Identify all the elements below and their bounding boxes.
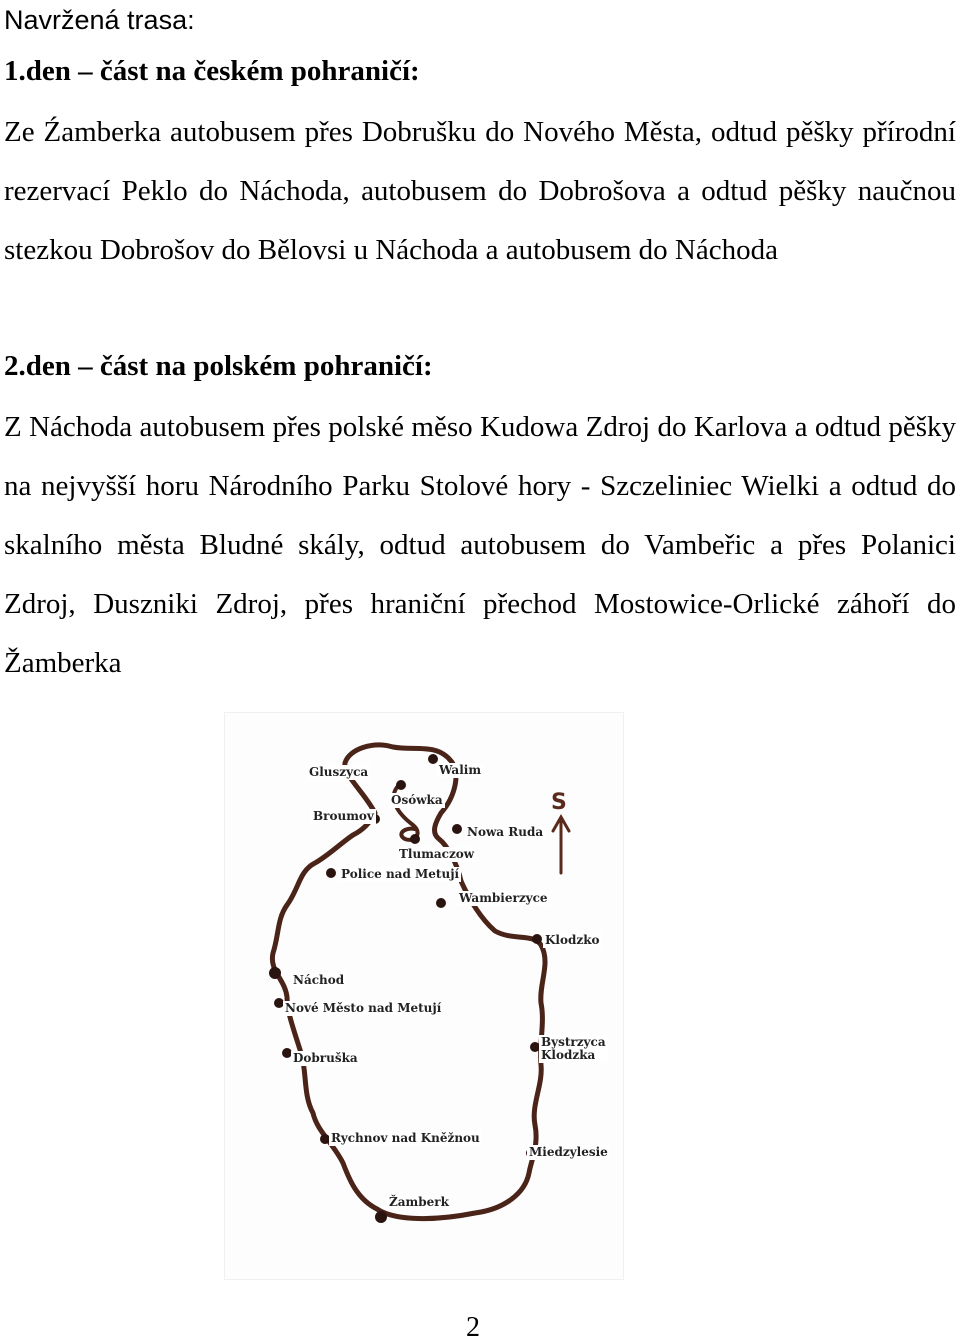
day1-paragraph: Ze Źamberka autobusem přes Dobrušku do Nového Města, odtud pěšky přírodní rezervací Peklo do Náchoda, autobusem do Dobrošova a odtud pěšky naučnou stezkou Dobrošov do Bělovsi u Náchoda a autobusem do Náchoda bbox=[4, 116, 956, 266]
dot-police bbox=[326, 868, 336, 878]
dot-nachod bbox=[269, 967, 281, 979]
dot-wambierzyce bbox=[436, 898, 446, 908]
label-nowa-ruda: Nowa Ruda bbox=[467, 825, 544, 839]
label-broumov: Broumov bbox=[313, 809, 374, 823]
page-number: 2 bbox=[466, 1312, 480, 1343]
label-osowka: Osówka bbox=[391, 793, 443, 807]
label-nove-mesto: Nové Město nad Metují bbox=[285, 1001, 442, 1015]
day1-heading: 1.den – část na českém pohraničí: bbox=[4, 55, 420, 87]
label-rychnov: Rychnov nad Kněžnou bbox=[331, 1131, 480, 1145]
label-walim: Walim bbox=[439, 763, 482, 777]
label-police: Police nad Metují bbox=[341, 867, 460, 881]
day2-paragraph: Z Náchoda autobusem přes polské měso Kudowa Zdroj do Karlova a odtud pěšky na nejvyšší horu Národního Parku Stolové hory - Szczeliniec Wielki a odtud do skalního města Bludné skály, odtud autobusem do Vambeřic a přes Polanici Zdroj, Duszniki Zdroj, přes hraniční přechod Mostowice-Orlické záhoří do Žamberka bbox=[4, 411, 956, 679]
day2-heading: 2.den – část na polském pohraničí: bbox=[4, 350, 433, 382]
label-nachod: Náchod bbox=[293, 973, 345, 987]
label-miedzylesie: Miedzylesie bbox=[529, 1145, 608, 1159]
dot-klodzko bbox=[532, 934, 542, 944]
label-zamberk: Žamberk bbox=[389, 1195, 449, 1209]
label-klodzko: Klodzko bbox=[545, 933, 600, 947]
dot-osowka bbox=[396, 780, 406, 790]
north-label: S bbox=[551, 790, 567, 815]
north-arrow bbox=[553, 817, 569, 873]
dot-tlumaczow bbox=[410, 834, 420, 844]
dot-zamberk bbox=[375, 1211, 387, 1223]
dot-nowa-ruda bbox=[452, 824, 462, 834]
intro-line: Navržená trasa: bbox=[4, 5, 195, 35]
label-bystrzyca: Bystrzyca Klodzka bbox=[541, 1035, 606, 1062]
label-tlumaczow: Tlumaczow bbox=[399, 847, 475, 861]
label-dobruska: Dobruška bbox=[293, 1051, 358, 1065]
route-map bbox=[224, 712, 624, 1280]
label-gluszyca: Gluszyca bbox=[309, 765, 369, 779]
label-wambierzyce: Wambierzyce bbox=[459, 891, 548, 905]
